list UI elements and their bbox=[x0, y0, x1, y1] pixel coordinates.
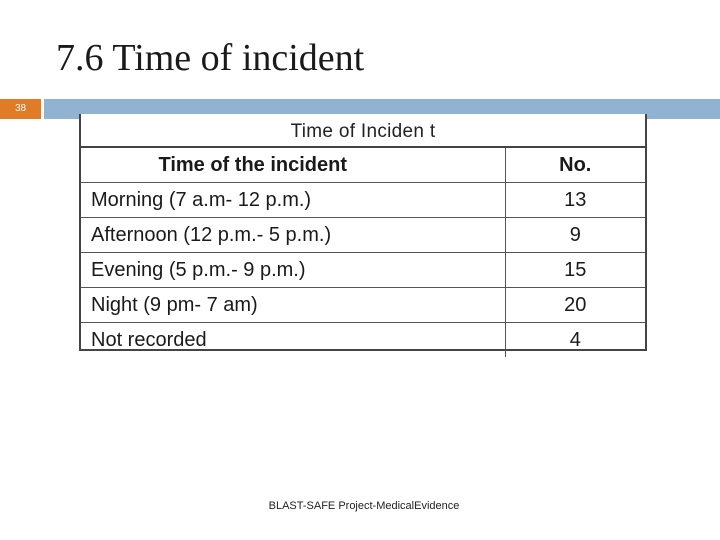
column-header-count: No. bbox=[559, 153, 592, 176]
row-label: Evening (5 p.m.- 9 p.m.) bbox=[81, 253, 505, 288]
slide-footer: BLAST-SAFE Project-MedicalEvidence bbox=[268, 500, 460, 512]
data-table bbox=[81, 148, 645, 357]
row-value: 4 bbox=[505, 323, 645, 358]
row-label: Morning (7 a.m- 12 p.m.) bbox=[81, 183, 505, 218]
table-caption: Time of Inciden t bbox=[81, 114, 645, 148]
column-header-time: Time of the incident bbox=[81, 148, 505, 183]
incident-table bbox=[79, 114, 647, 351]
row-label: Night (9 pm- 7 am) bbox=[81, 288, 505, 323]
table-row bbox=[81, 183, 645, 218]
table-row bbox=[81, 323, 645, 358]
table-row bbox=[81, 253, 645, 288]
row-value: 20 bbox=[505, 288, 645, 323]
table-row bbox=[81, 288, 645, 323]
row-value: 9 bbox=[505, 218, 645, 253]
row-label: Afternoon (12 p.m.- 5 p.m.) bbox=[81, 218, 505, 253]
row-value: 15 bbox=[505, 253, 645, 288]
table-header-row bbox=[81, 148, 645, 183]
row-label: Not recorded bbox=[81, 323, 505, 358]
row-value: 13 bbox=[505, 183, 645, 218]
slide-number: 38 bbox=[0, 99, 41, 119]
table-row bbox=[81, 218, 645, 253]
slide-title: 7.6 Time of incident bbox=[56, 37, 365, 79]
